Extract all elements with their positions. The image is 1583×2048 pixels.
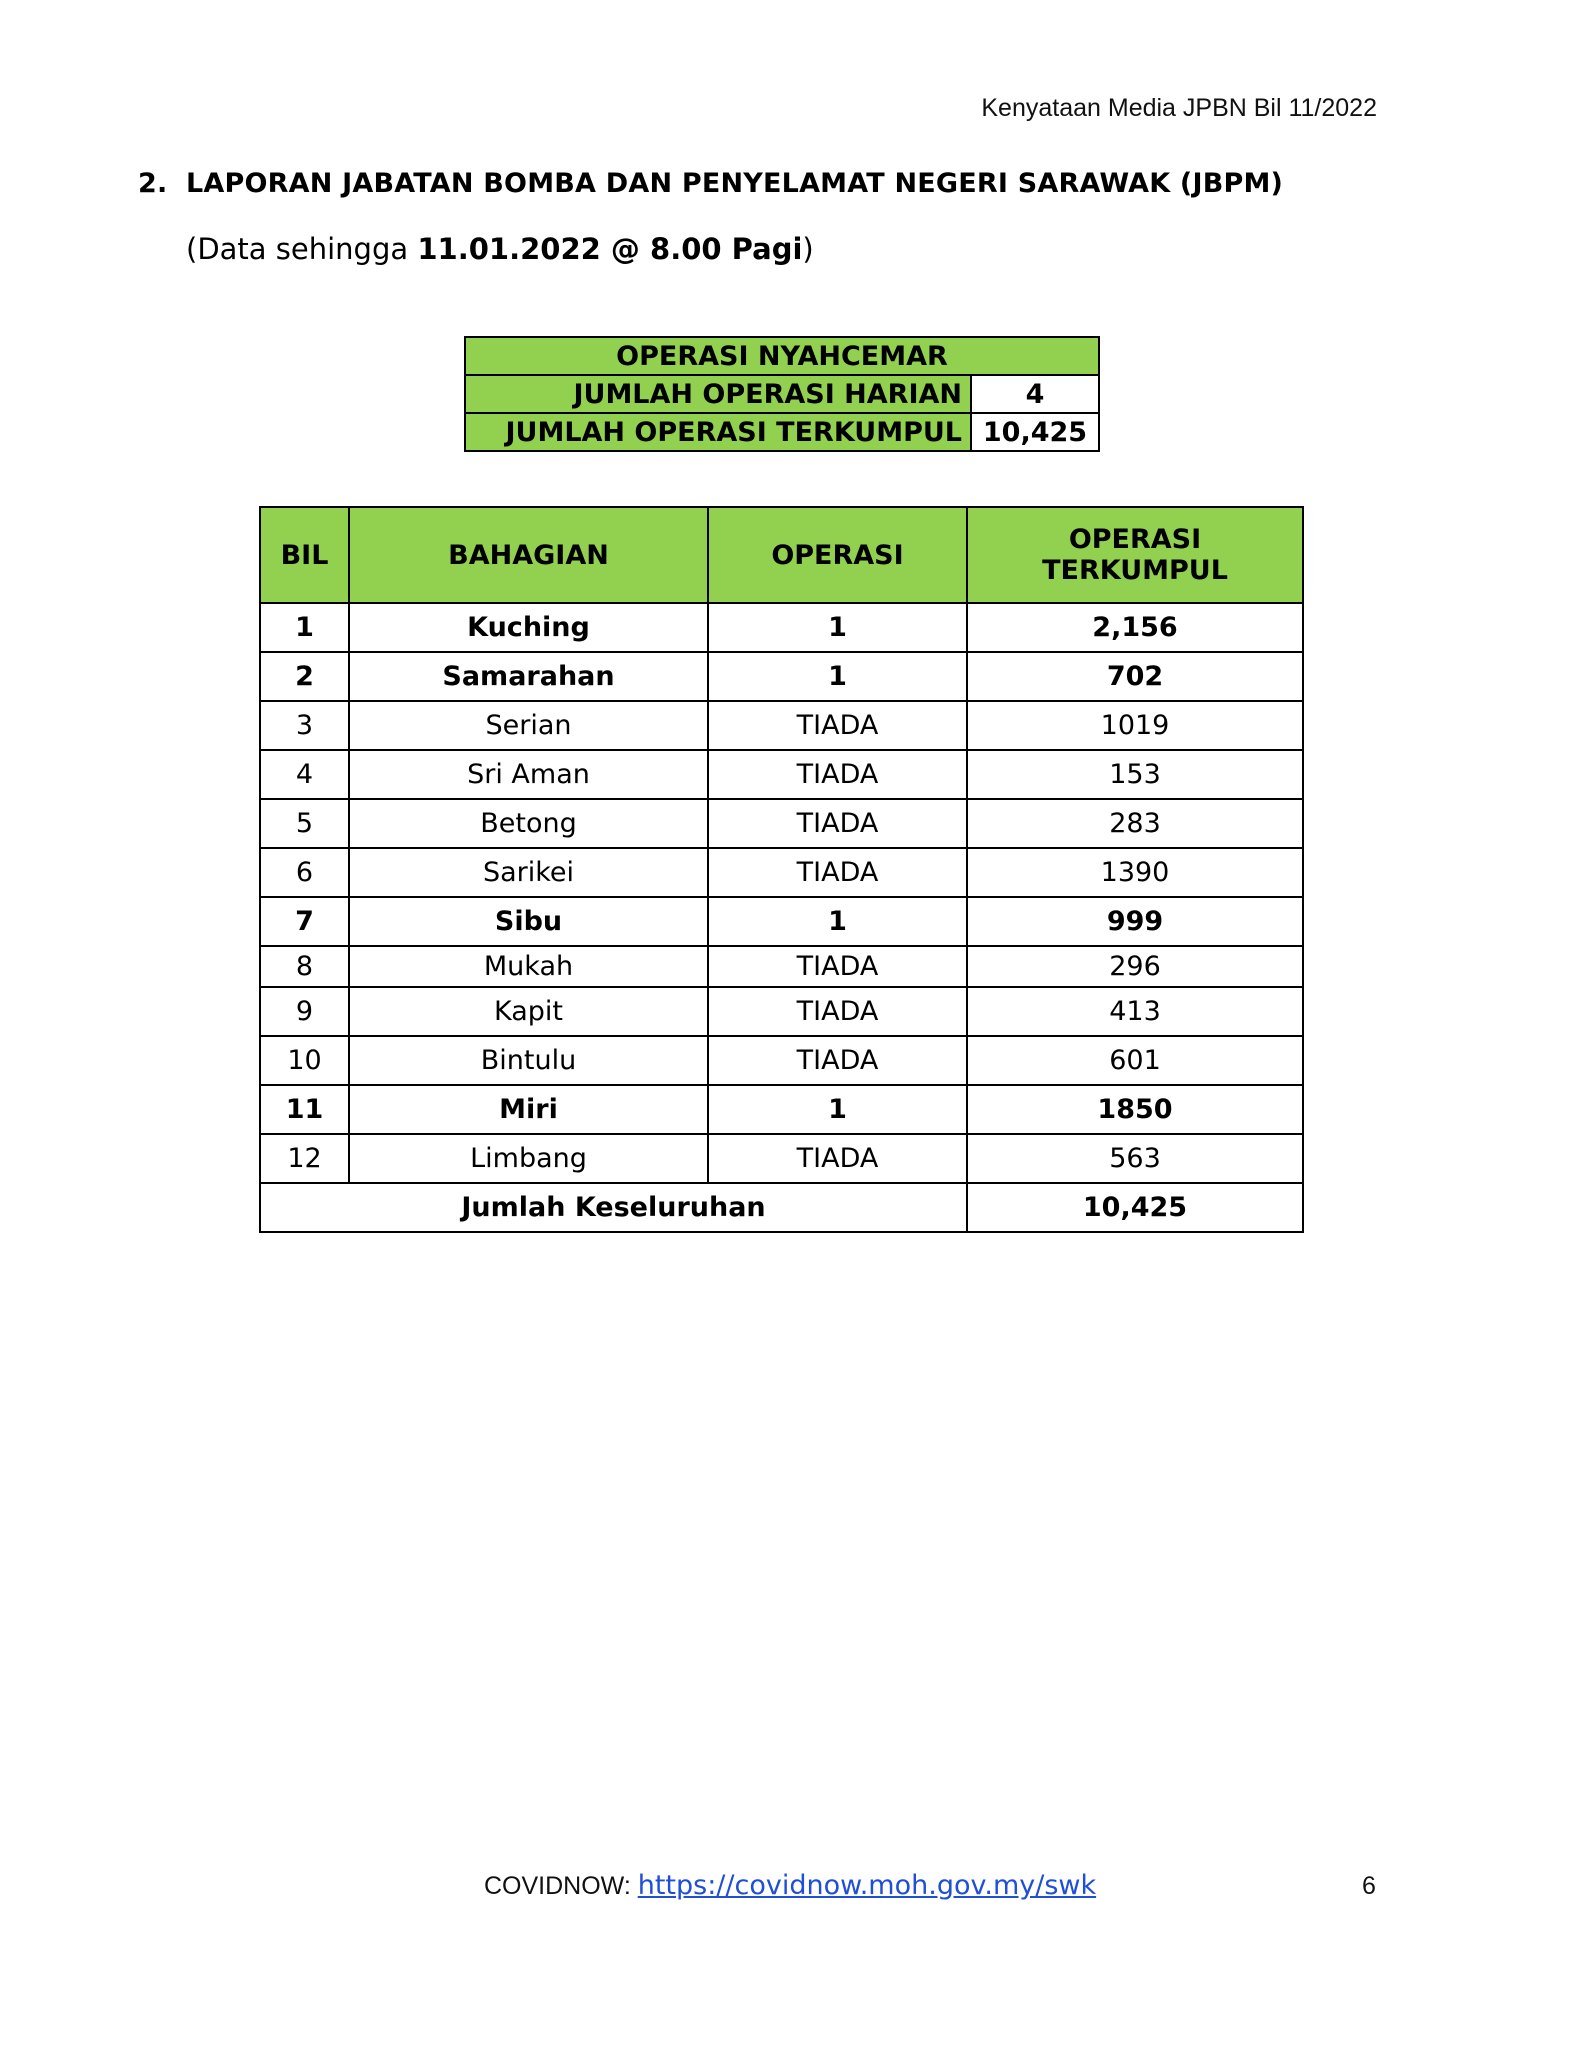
cell-terkumpul: 999 — [967, 897, 1303, 946]
table-row — [260, 848, 1303, 897]
cell-bil: 2 — [260, 652, 349, 701]
cell-terkumpul: 601 — [967, 1036, 1303, 1085]
cell-bil: 11 — [260, 1085, 349, 1134]
cell-operasi: 1 — [708, 652, 967, 701]
cell-bil: 8 — [260, 946, 349, 987]
cumulative-operations-label: JUMLAH OPERASI TERKUMPUL — [465, 413, 971, 451]
cell-terkumpul: 563 — [967, 1134, 1303, 1183]
cell-operasi: 1 — [708, 897, 967, 946]
section-number: 2. — [138, 168, 168, 199]
cell-terkumpul: 296 — [967, 946, 1303, 987]
header-operasi: OPERASI — [708, 507, 967, 603]
cell-terkumpul: 1019 — [967, 701, 1303, 750]
table-row — [260, 1085, 1303, 1134]
data-note-prefix: (Data sehingga — [186, 232, 418, 266]
covidnow-link[interactable]: https://covidnow.moh.gov.my/swk — [637, 1870, 1097, 1901]
cell-bil: 12 — [260, 1134, 349, 1183]
cell-operasi: TIADA — [708, 701, 967, 750]
daily-operations-label: JUMLAH OPERASI HARIAN — [465, 375, 971, 413]
table-header-row — [260, 507, 1303, 603]
section-title — [138, 168, 1283, 199]
table-row — [260, 799, 1303, 848]
cell-bahagian: Kuching — [349, 603, 708, 652]
daily-operations-value: 4 — [971, 375, 1099, 413]
cell-bil: 10 — [260, 1036, 349, 1085]
cell-terkumpul: 413 — [967, 987, 1303, 1036]
cell-operasi: TIADA — [708, 946, 967, 987]
header-bil: BIL — [260, 507, 349, 603]
table-row — [260, 701, 1303, 750]
summary-title: OPERASI NYAHCEMAR — [465, 337, 1099, 375]
header-operasi-terkumpul: OPERASI TERKUMPUL — [967, 507, 1303, 603]
cell-terkumpul: 1850 — [967, 1085, 1303, 1134]
table-row — [260, 603, 1303, 652]
cell-bahagian: Samarahan — [349, 652, 708, 701]
table-total-row — [260, 1183, 1303, 1232]
cell-operasi: 1 — [708, 1085, 967, 1134]
cell-operasi: TIADA — [708, 750, 967, 799]
section-title-text: LAPORAN JABATAN BOMBA DAN PENYELAMAT NEGERI SARAWAK (JBPM) — [186, 168, 1284, 199]
cell-bahagian: Limbang — [349, 1134, 708, 1183]
summary-table — [464, 336, 1100, 452]
cell-bahagian: Bintulu — [349, 1036, 708, 1085]
cell-operasi: TIADA — [708, 987, 967, 1036]
table-row — [260, 946, 1303, 987]
cell-bahagian: Kapit — [349, 987, 708, 1036]
cell-operasi: TIADA — [708, 799, 967, 848]
total-value: 10,425 — [967, 1183, 1303, 1232]
cell-terkumpul: 1390 — [967, 848, 1303, 897]
cell-bil: 7 — [260, 897, 349, 946]
cell-bil: 6 — [260, 848, 349, 897]
data-note-date: 11.01.2022 @ 8.00 Pagi — [417, 232, 803, 266]
cumulative-operations-value: 10,425 — [971, 413, 1099, 451]
cell-bahagian: Miri — [349, 1085, 708, 1134]
document-reference: Kenyataan Media JPBN Bil 11/2022 — [981, 94, 1377, 122]
table-row — [260, 750, 1303, 799]
cell-bil: 5 — [260, 799, 349, 848]
footer — [484, 1870, 1096, 1901]
table-row — [260, 652, 1303, 701]
header-bahagian: BAHAGIAN — [349, 507, 708, 603]
cell-bil: 3 — [260, 701, 349, 750]
table-row — [260, 1036, 1303, 1085]
table-row — [260, 987, 1303, 1036]
cell-terkumpul: 153 — [967, 750, 1303, 799]
cell-bahagian: Mukah — [349, 946, 708, 987]
cell-operasi: TIADA — [708, 1134, 967, 1183]
cell-bahagian: Serian — [349, 701, 708, 750]
cell-terkumpul: 2,156 — [967, 603, 1303, 652]
cell-terkumpul: 702 — [967, 652, 1303, 701]
data-as-of-note — [186, 232, 814, 266]
cell-operasi: TIADA — [708, 1036, 967, 1085]
cell-bahagian: Sarikei — [349, 848, 708, 897]
cell-bahagian: Sibu — [349, 897, 708, 946]
footer-label: COVIDNOW: — [484, 1872, 638, 1900]
data-note-suffix: ) — [802, 232, 814, 266]
cell-operasi: TIADA — [708, 848, 967, 897]
cell-bahagian: Sri Aman — [349, 750, 708, 799]
table-row — [260, 897, 1303, 946]
division-operations-table — [259, 506, 1304, 1233]
cell-bahagian: Betong — [349, 799, 708, 848]
cell-bil: 1 — [260, 603, 349, 652]
page-number: 6 — [1362, 1872, 1376, 1900]
cell-terkumpul: 283 — [967, 799, 1303, 848]
cell-operasi: 1 — [708, 603, 967, 652]
table-row — [260, 1134, 1303, 1183]
total-label: Jumlah Keseluruhan — [260, 1183, 967, 1232]
cell-bil: 4 — [260, 750, 349, 799]
cell-bil: 9 — [260, 987, 349, 1036]
